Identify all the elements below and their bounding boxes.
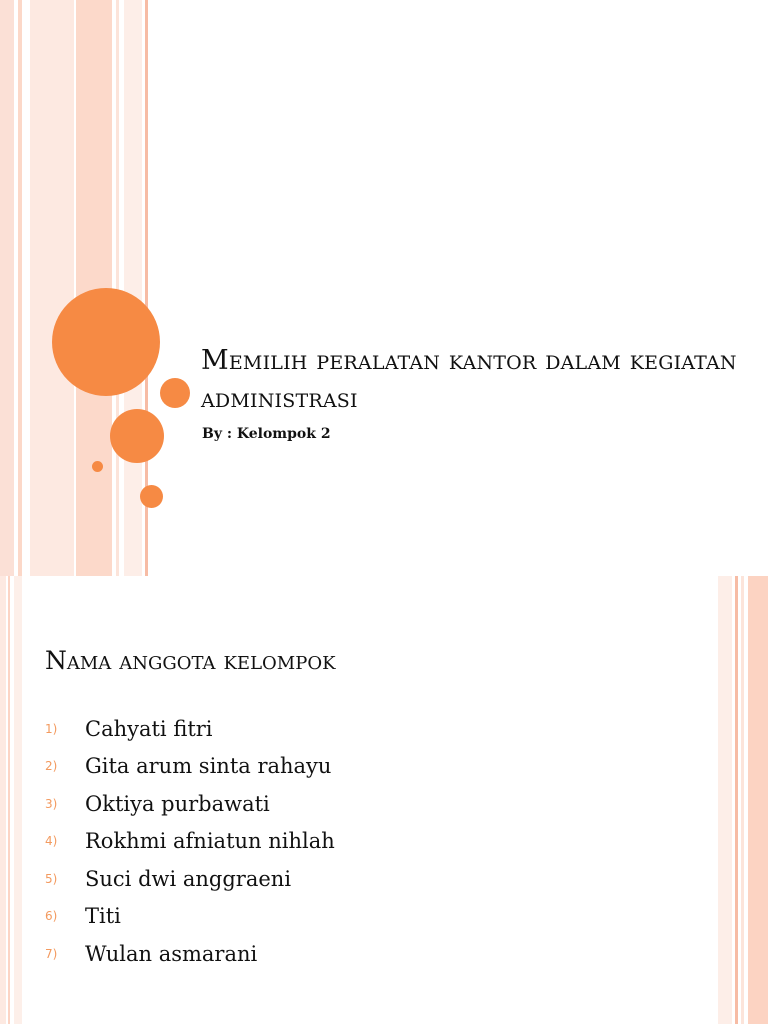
member-name: Oktiya purbawati — [85, 791, 270, 816]
decor-stripe — [0, 576, 6, 1024]
member-name: Gita arum sinta rahayu — [85, 754, 332, 779]
decor-circle-small — [160, 378, 190, 408]
decor-stripe — [30, 0, 74, 576]
decor-circle-large — [52, 288, 160, 396]
decor-stripe — [718, 576, 732, 1024]
decor-stripe — [116, 0, 119, 576]
list-number: 7) — [45, 946, 58, 961]
decor-circle-small-2 — [140, 485, 163, 508]
member-name: Cahyati fitri — [85, 716, 213, 741]
member-name: Wulan asmarani — [85, 941, 258, 966]
slide-subtitle: By : Kelompok 2 — [202, 426, 331, 442]
decor-stripe — [735, 576, 738, 1024]
list-item — [45, 785, 335, 823]
decor-stripe — [8, 576, 10, 1024]
decor-circle-tiny — [92, 461, 103, 472]
list-item — [45, 823, 335, 861]
list-item — [45, 898, 335, 936]
list-number: 1) — [45, 721, 58, 736]
members-heading: Nama anggota kelompok — [45, 646, 336, 675]
decor-circle-medium — [110, 409, 164, 463]
list-number: 6) — [45, 909, 58, 924]
decor-stripe — [741, 576, 744, 1024]
member-name: Titi — [85, 904, 121, 929]
slide-title: Memilih peralatan kantor dalam kegiatan administrasi — [201, 345, 737, 414]
list-item — [45, 748, 335, 786]
decor-stripe — [124, 0, 142, 576]
member-name: Rokhmi afniatun nihlah — [85, 829, 335, 854]
decor-stripe — [18, 0, 22, 576]
list-number: 3) — [45, 796, 58, 811]
decor-stripe — [0, 0, 14, 576]
list-number: 4) — [45, 834, 58, 849]
list-item — [45, 860, 335, 898]
list-number: 5) — [45, 871, 58, 886]
list-number: 2) — [45, 759, 58, 774]
decor-stripe — [14, 576, 22, 1024]
member-list — [45, 710, 335, 973]
members-slide — [0, 576, 768, 1024]
list-item — [45, 710, 335, 748]
list-item — [45, 935, 335, 973]
member-name: Suci dwi anggraeni — [85, 866, 292, 891]
decor-stripe — [748, 576, 768, 1024]
